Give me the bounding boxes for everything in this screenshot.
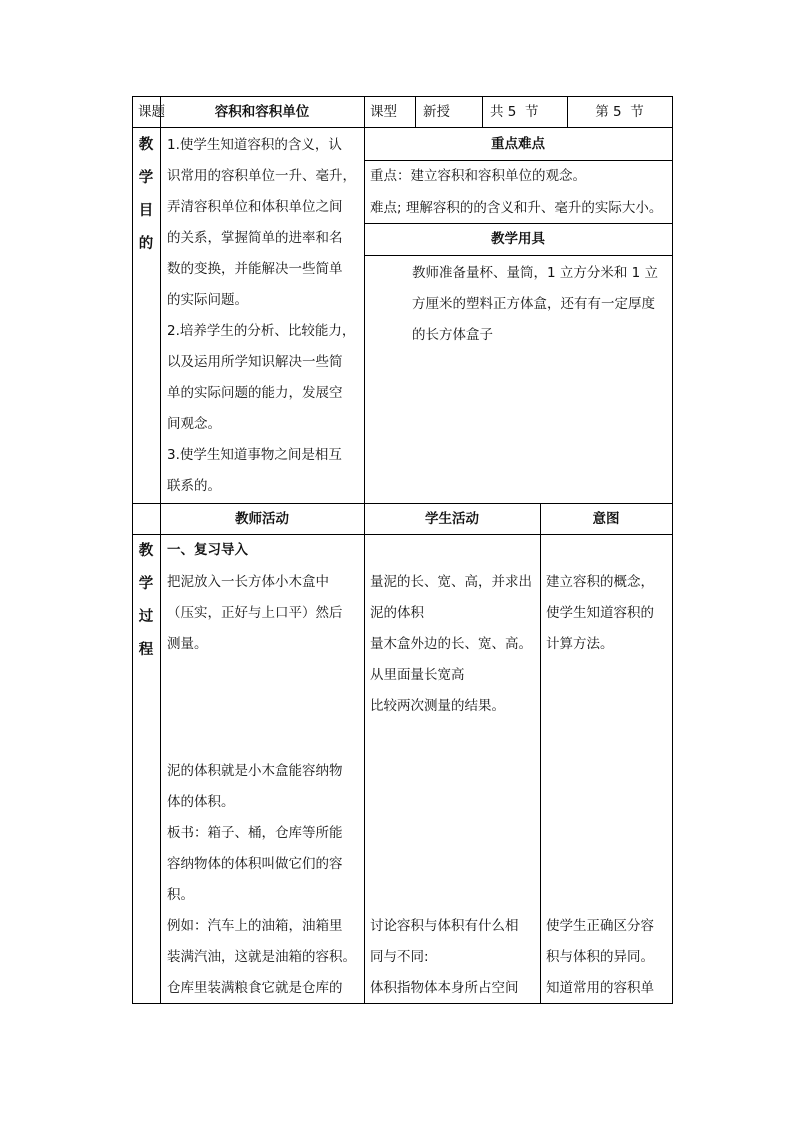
grid-line [364, 160, 672, 161]
side-char: 过 [138, 609, 154, 625]
teacher-line: 泥的体积就是小木盒能容纳物 [167, 763, 343, 779]
side-char: 学 [138, 576, 154, 592]
grid-line [132, 503, 672, 504]
teacher-line: 容纳物体的体积叫做它们的容 [167, 856, 343, 872]
objective-line: 联系的。 [167, 478, 221, 494]
grid-line [132, 96, 672, 97]
grid-line [364, 223, 672, 224]
student-text-1 [370, 567, 538, 722]
teacher-text-1 [167, 567, 363, 660]
intent-line: 知道常用的容积单 [546, 980, 654, 996]
grid-line [482, 96, 483, 127]
tools-heading: 教学用具 [491, 231, 545, 247]
col-teacher-activity: 教师活动 [235, 511, 289, 527]
teacher-text-2 [167, 756, 363, 1004]
student-line: 从里面量长宽高 [370, 667, 465, 683]
student-line: 泥的体积 [370, 605, 424, 621]
teacher-line: 把泥放入一长方体小木盒中 [167, 574, 329, 590]
current-session: 第 5 节 [595, 104, 644, 120]
grid-line [160, 96, 161, 1004]
objective-line: 1.使学生知道容积的含义，认 [167, 137, 342, 153]
student-line: 量木盒外边的长、宽、高。 [370, 636, 532, 652]
side-char: 程 [138, 642, 154, 658]
key-points-heading: 重点难点 [491, 136, 545, 152]
key-point: 重点：建立容积和容积单位的观念。 [370, 168, 586, 184]
teacher-line: 体的体积。 [167, 794, 235, 810]
grid-line [540, 503, 541, 1004]
teacher-line: 例如：汽车上的油箱，油箱里 [167, 918, 343, 934]
objective-line: 2.培养学生的分析、比较能力， [167, 323, 356, 339]
difficulty-point: 难点; 理解容积的的含义和升、毫升的实际大小。 [370, 200, 663, 216]
intent-line: 计算方法。 [546, 636, 614, 652]
side-char: 学 [138, 170, 154, 186]
objectives-side-label [135, 129, 157, 261]
side-char: 的 [138, 236, 154, 252]
objective-line: 间观念。 [167, 416, 221, 432]
objective-line: 弄清容积单位和体积单位之间 [167, 199, 343, 215]
objective-line: 的关系，掌握简单的进率和名 [167, 230, 343, 246]
teacher-line: 测量。 [167, 636, 208, 652]
grid-line [132, 127, 672, 128]
objective-line: 识常用的容积单位一升、毫升， [167, 168, 356, 184]
process-side-label [135, 535, 157, 667]
grid-line [415, 96, 416, 127]
student-line: 体积指物体本身所占空间 [370, 980, 519, 996]
intent-text-2 [546, 911, 670, 1004]
grid-line [672, 96, 673, 1004]
label-lesson-type: 课型 [370, 104, 397, 120]
tools-line: 教师准备量杯、量筒，1 立方分米和 1 立 [412, 265, 659, 281]
intent-text-1 [546, 567, 670, 660]
student-text-2 [370, 911, 538, 1004]
teacher-line: 板书：箱子、桶，仓库等所能 [167, 825, 343, 841]
col-student-activity: 学生活动 [425, 511, 479, 527]
teacher-line: 仓库里装满粮食它就是仓库的 [167, 980, 343, 996]
label-topic: 课题 [138, 104, 165, 120]
student-line: 量泥的长、宽、高，并求出 [370, 574, 532, 590]
intent-line: 使学生知道容积的 [546, 605, 654, 621]
col-intent: 意图 [592, 511, 620, 527]
side-char: 教 [138, 137, 154, 153]
teacher-line: （压实，正好与上口平）然后 [167, 605, 343, 621]
objective-line: 以及运用所学知识解决一些简 [167, 354, 343, 370]
lesson-type-value: 新授 [423, 104, 450, 120]
tools-text [412, 258, 670, 351]
objective-line: 单的实际问题的能力，发展空 [167, 385, 343, 401]
intent-line: 使学生正确区分容 [546, 918, 654, 934]
objective-line: 的实际问题。 [167, 292, 248, 308]
student-line: 讨论容积与体积有什么相 [370, 918, 519, 934]
teacher-line: 积。 [167, 887, 194, 903]
teacher-line: 装满汽油，这就是油箱的容积。 [167, 949, 356, 965]
student-line: 比较两次测量的结果。 [370, 698, 505, 714]
intent-line: 建立容积的概念， [546, 574, 654, 590]
objective-line: 3.使学生知道事物之间是相互 [167, 447, 342, 463]
topic-title: 容积和容积单位 [214, 104, 310, 120]
teacher-section-title: 一、复习导入 [167, 542, 248, 558]
side-char: 目 [138, 203, 154, 219]
side-char: 教 [138, 543, 154, 559]
total-sessions: 共 5 节 [490, 104, 539, 120]
grid-line [132, 96, 133, 1004]
grid-line [132, 534, 672, 535]
tools-line: 方厘米的塑料正方体盒，还有有一定厚度 [412, 296, 655, 312]
grid-line [364, 255, 672, 256]
intent-line: 积与体积的异同。 [546, 949, 654, 965]
student-line: 同与不同: [370, 949, 429, 965]
objective-line: 数的变换，并能解决一些简单 [167, 261, 343, 277]
objectives-text [167, 130, 363, 502]
tools-line: 的长方体盒子 [412, 327, 493, 343]
